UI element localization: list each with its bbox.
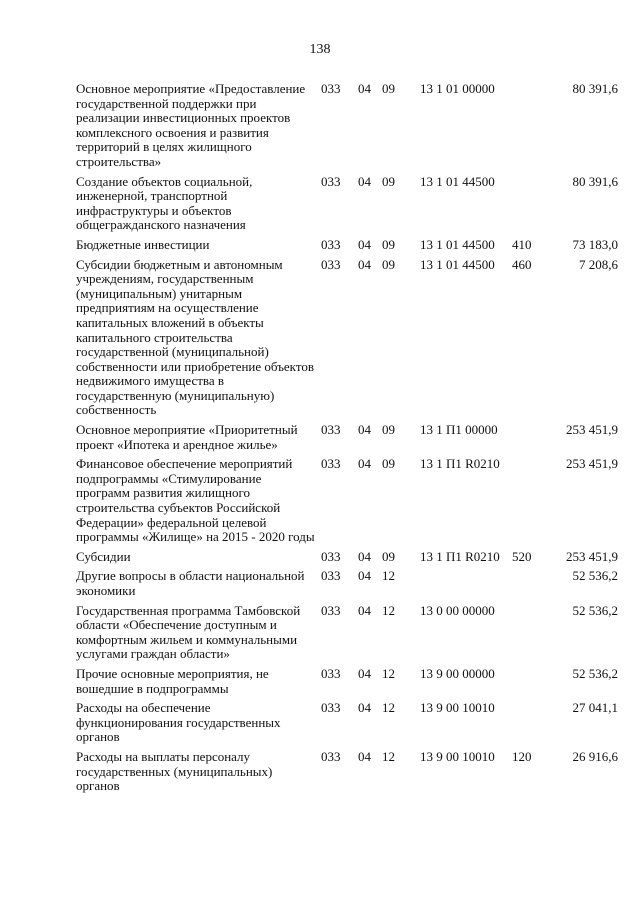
table-row <box>72 750 618 794</box>
amount: 27 041,1 <box>572 700 618 716</box>
admin-code: 033 <box>321 456 341 472</box>
section-code: 04 <box>358 456 371 472</box>
section-code: 04 <box>358 81 371 96</box>
expense-kind-code: 410 <box>512 236 532 252</box>
expense-kind-code: 460 <box>512 256 532 272</box>
subsection-code: 09 <box>382 236 395 252</box>
budget-table <box>72 82 618 799</box>
expense-kind-code: 120 <box>512 748 532 764</box>
amount: 52 536,2 <box>572 602 618 618</box>
section-code: 04 <box>358 256 371 272</box>
table-row <box>72 550 618 565</box>
admin-code: 033 <box>321 256 341 272</box>
subsection-code: 09 <box>382 422 395 438</box>
subsection-code: 09 <box>382 81 395 96</box>
subsection-code: 12 <box>382 700 395 716</box>
section-code: 04 <box>358 700 371 716</box>
admin-code: 033 <box>321 665 341 681</box>
expense-name: Прочие основные мероприятия, не вошедшие в подпрограммы <box>76 665 269 696</box>
table-row <box>72 604 618 662</box>
expense-name: Создание объектов социальной, инженерной, транспортной инфраструктуры и объектов общегражданского назначения <box>76 173 253 233</box>
amount: 7 208,6 <box>579 256 618 272</box>
expense-name: Субсидии бюджетным и автономным учреждениям, государственным (муниципальным) унитарным предприятиям на осуществление капитальных вложений в объекты капитального строительства государственной (муниципальной) собственности или приобретение объектов недвижимого имущества в государственную (муниципальную) собственность <box>76 256 314 418</box>
target-code: 13 1 П1 00000 <box>420 422 498 438</box>
admin-code: 033 <box>321 236 341 252</box>
table-row <box>72 258 618 419</box>
section-code: 04 <box>358 236 371 252</box>
admin-code: 033 <box>321 81 341 96</box>
expense-name: Другие вопросы в области национальной экономики <box>76 568 305 598</box>
amount: 80 391,6 <box>572 81 618 96</box>
amount: 52 536,2 <box>572 665 618 681</box>
target-code: 13 9 00 10010 <box>420 748 495 764</box>
table-row <box>72 701 618 745</box>
table-row <box>72 457 618 545</box>
expense-name: Основное мероприятие «Приоритетный проект «Ипотека и арендное жилье» <box>76 422 298 452</box>
table-row <box>72 82 618 170</box>
page-number: 138 <box>309 42 331 57</box>
subsection-code: 09 <box>382 548 395 564</box>
target-code: 13 1 01 44500 <box>420 256 495 272</box>
target-code: 13 1 П1 R0210 <box>420 548 500 564</box>
admin-code: 033 <box>321 748 341 764</box>
target-code: 13 1 01 44500 <box>420 173 495 189</box>
amount: 73 183,0 <box>572 236 618 252</box>
target-code: 13 1 П1 R0210 <box>420 456 500 472</box>
subsection-code: 12 <box>382 568 395 584</box>
subsection-code: 09 <box>382 173 395 189</box>
section-code: 04 <box>358 422 371 438</box>
section-code: 04 <box>358 548 371 564</box>
expense-name: Бюджетные инвестиции <box>76 236 210 252</box>
section-code: 04 <box>358 748 371 764</box>
table-row <box>72 423 618 452</box>
target-code: 13 1 01 44500 <box>420 236 495 252</box>
table-row <box>72 238 618 253</box>
admin-code: 033 <box>321 700 341 716</box>
table-row <box>72 667 618 696</box>
expense-name: Финансовое обеспечение мероприятий подпрограммы «Стимулирование программ развития жилищного строительства субъектов Российской Федерации» федеральной целевой программы «Жилище» на 2015 - 2020 годы <box>76 456 315 545</box>
amount: 52 536,2 <box>572 568 618 584</box>
subsection-code: 12 <box>382 602 395 618</box>
expense-name: Расходы на обеспечение функционирования государственных органов <box>76 700 281 745</box>
subsection-code: 12 <box>382 665 395 681</box>
admin-code: 033 <box>321 173 341 189</box>
amount: 253 451,9 <box>566 456 618 472</box>
section-code: 04 <box>358 665 371 681</box>
table-row <box>72 175 618 233</box>
section-code: 04 <box>358 602 371 618</box>
expense-name: Расходы на выплаты персоналу государственных (муниципальных) органов <box>76 748 273 794</box>
amount: 253 451,9 <box>566 548 618 564</box>
amount: 26 916,6 <box>572 748 618 764</box>
subsection-code: 09 <box>382 256 395 272</box>
section-code: 04 <box>358 173 371 189</box>
target-code: 13 9 00 10010 <box>420 700 495 716</box>
amount: 253 451,9 <box>566 422 618 438</box>
target-code: 13 0 00 00000 <box>420 602 495 618</box>
target-code: 13 1 01 00000 <box>420 81 495 96</box>
amount: 80 391,6 <box>572 173 618 189</box>
section-code: 04 <box>358 568 371 584</box>
target-code: 13 9 00 00000 <box>420 665 495 681</box>
admin-code: 033 <box>321 548 341 564</box>
subsection-code: 09 <box>382 456 395 472</box>
table-row <box>72 569 618 598</box>
expense-name: Субсидии <box>76 548 131 564</box>
expense-name: Основное мероприятие «Предоставление государственной поддержки при реализации инвестиционных проектов комплексного освоения и развития территорий в целях жилищного строительства» <box>76 81 306 169</box>
expense-name: Государственная программа Тамбовской области «Обеспечение доступным и комфортным жильем и коммунальными услугами граждан области» <box>76 602 301 662</box>
admin-code: 033 <box>321 422 341 438</box>
expense-kind-code: 520 <box>512 548 532 564</box>
admin-code: 033 <box>321 602 341 618</box>
admin-code: 033 <box>321 568 341 584</box>
subsection-code: 12 <box>382 748 395 764</box>
